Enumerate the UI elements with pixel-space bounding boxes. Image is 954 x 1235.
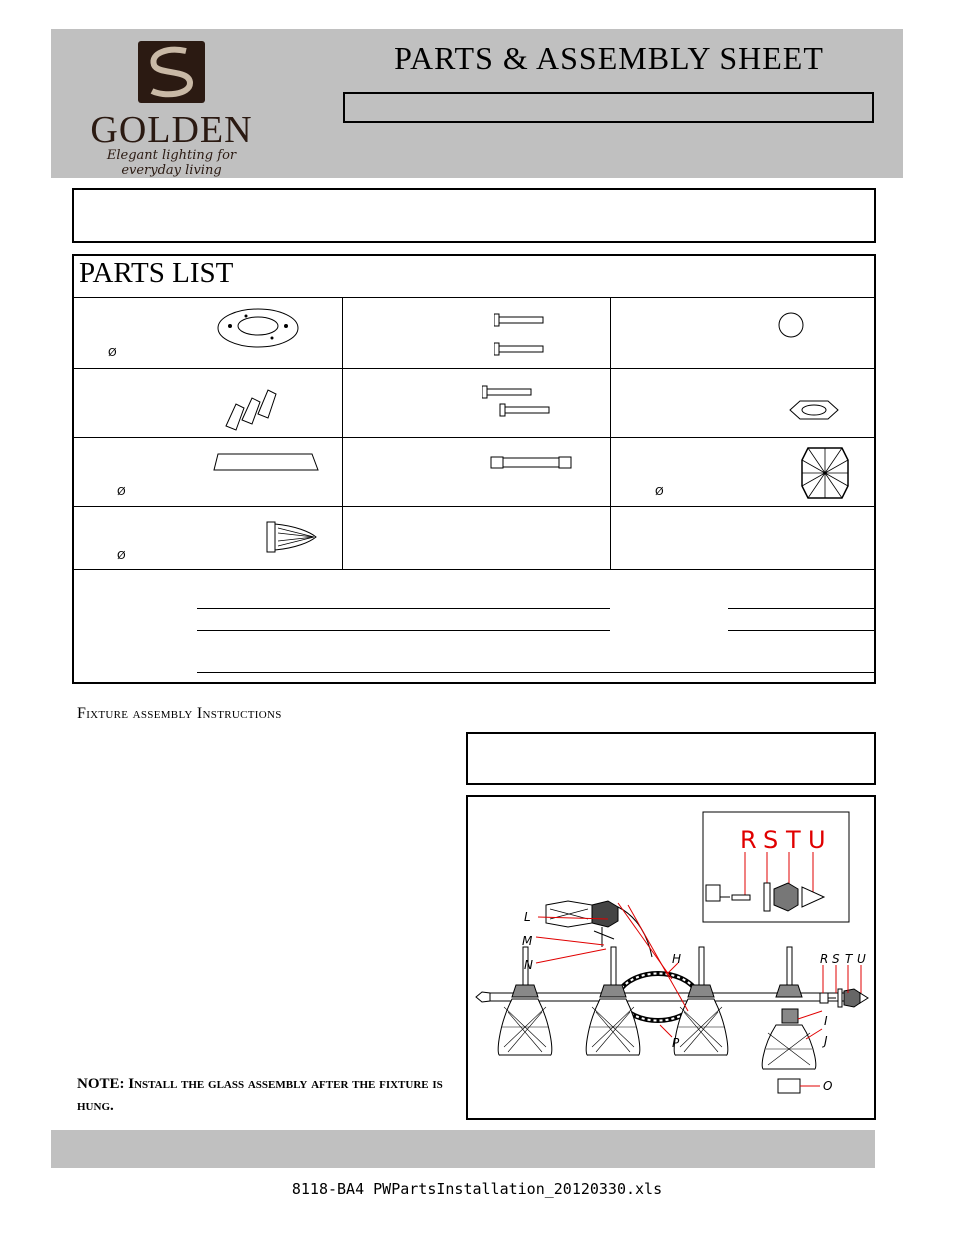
form-line [728, 630, 875, 631]
logo-tagline: Elegant lighting for everyday living [106, 148, 237, 178]
parts-list-title: PARTS LIST [79, 257, 234, 289]
model-field [343, 92, 874, 123]
row-divider [73, 569, 875, 570]
diameter-mark: Ø [117, 485, 126, 498]
form-line [728, 608, 875, 609]
label-p: P [672, 1036, 680, 1050]
row-divider [73, 506, 875, 507]
fixture-drawing [468, 797, 874, 1118]
label-u: U [857, 952, 866, 966]
diameter-mark: Ø [117, 549, 126, 562]
logo-mark [138, 41, 205, 103]
bolts-icon [482, 384, 552, 420]
label-n: N [524, 958, 533, 972]
wire-nuts-icon [222, 374, 286, 434]
cap-icon [778, 310, 806, 340]
form-line [197, 608, 610, 609]
label-o: O [823, 1079, 833, 1093]
golden-logo [84, 38, 259, 178]
page-title: PARTS & ASSEMBLY SHEET [394, 40, 824, 76]
shade-group [498, 947, 816, 1069]
screws-icon [494, 312, 546, 358]
label-i: I [824, 1014, 828, 1028]
label-m: M [522, 934, 533, 948]
row-divider [73, 368, 875, 369]
label-h: H [672, 952, 682, 966]
info-box [72, 188, 876, 243]
nipple-icon [490, 456, 574, 470]
mounting-plate-icon [216, 306, 300, 350]
label-l: L [524, 910, 531, 924]
finial-icon [266, 520, 318, 554]
label-j: J [824, 1034, 828, 1048]
diameter-mark: Ø [108, 346, 117, 359]
logo-brand: GOLDEN [90, 109, 253, 151]
row-divider [73, 437, 875, 438]
inset-label-u: U [808, 826, 826, 854]
inset-label-s: S [763, 826, 779, 854]
label-r: R [820, 952, 829, 966]
notice-box [466, 732, 876, 785]
inset-label-t: T [786, 826, 801, 854]
install-note: NOTE: Install the glass assembly after the fixture is hung. [77, 1076, 443, 1114]
file-name: 8118-BA4 PWPartsInstallation_20120330.xls [291, 1180, 663, 1198]
label-t: T [845, 952, 853, 966]
parts-list-table [72, 254, 876, 684]
form-line [197, 672, 875, 673]
crystal-icon [800, 444, 850, 502]
label-s: S [832, 952, 840, 966]
col-divider [342, 297, 343, 569]
crossbar-icon [212, 452, 320, 472]
form-line [197, 630, 610, 631]
diameter-mark: Ø [655, 485, 664, 498]
hex-nut-icon [788, 398, 840, 422]
inset-label-r: R [740, 826, 757, 854]
col-divider [610, 297, 611, 569]
row-divider [73, 297, 875, 298]
section-title: Fixture assembly Instructions [77, 705, 282, 722]
footer-band [51, 1130, 875, 1168]
